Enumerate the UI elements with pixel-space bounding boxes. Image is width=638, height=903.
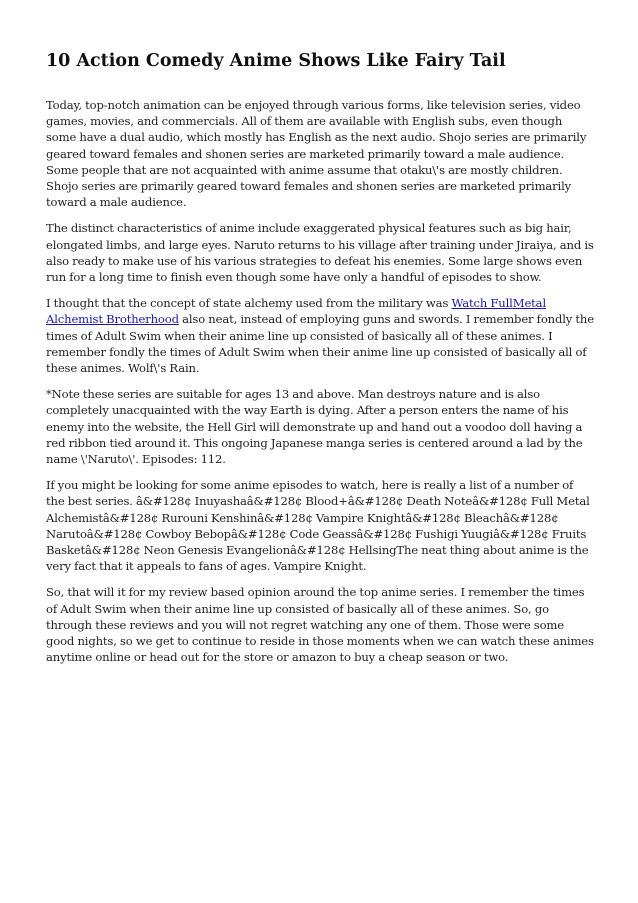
fullmetal-alchemist-link[interactable]: Watch FullMetal Alchemist Brotherhood bbox=[46, 296, 546, 327]
paragraph-note: *Note these series are suitable for ages 13 and above. Man destroys nature and is also completely unacquainted with the way Earth is dying. After a person enters the name of his enemy into the website, the Hell Girl will demonstrate up and hand out a voodoo doll having a red ribbon tied around it. This ongoing Japanese manga series is centered around a lad by the name \'Naruto\'. Episodes: 112. bbox=[46, 387, 583, 467]
paragraph-fullmetal-text-before: I thought that the concept of state alchemy used from the military was bbox=[46, 296, 452, 311]
document-title: 10 Action Comedy Anime Shows Like Fairy Tail bbox=[46, 51, 506, 71]
paragraph-fullmetal bbox=[46, 295, 594, 376]
paragraph-characteristics: The distinct characteristics of anime include exaggerated physical features such as big hair, elongated limbs, and large eyes. Naruto returns to his village after training under Jiraiya, and is also ready to make use of his various strategies to defeat his enemies. Some large shows even run for a long time to finish even though some have only a handful of episodes to show. bbox=[46, 221, 594, 285]
paragraph-series-list: If you might be looking for some anime episodes to watch, here is really a list of a number of the best series. â&#128¢ Inuyashaâ&#128¢ Blood+â&#128¢ Death Noteâ&#128¢ Full Metal Alchemistâ&#128¢ Rurouni Kenshinâ&#128¢ Vampire Knightâ&#128¢ Bleachâ&#128¢ Narutoâ&#128¢ Cowboy Bebopâ&#128¢ Code Geassâ&#128¢ Fushigi Yuugiâ&#128¢ Fruits Basketâ&#128¢ Neon Genesis Evangelionâ&#128¢ HellsingThe neat thing about anime is the very fact that it appeals to fans of ages. Vampire Knight. bbox=[46, 478, 590, 574]
paragraph-fullmetal-text-after: also neat, instead of employing guns and swords. I remember fondly the times of Adult Swim when their anime line up consisted of basically all of these animes. I remember fondly the times of Adult Swim when their anime line up consisted of basically all of these animes. Wolf\'s Rain. bbox=[46, 312, 594, 376]
paragraph-conclusion: So, that will it for my review based opinion around the top anime series. I remember the times of Adult Swim when their anime line up consisted of basically all of these animes. So, go through these reviews and you will not regret watching any one of them. Those were some good nights, so we get to continue to reside in those moments when we can watch these animes anytime online or head out for the store or amazon to buy a cheap season or two. bbox=[46, 585, 594, 665]
paragraph-intro: Today, top-notch animation can be enjoyed through various forms, like television series, video games, movies, and commercials. All of them are available with English subs, even though some have a dual audio, which mostly has English as the next audio. Shojo series are primarily geared toward females and shonen series are marketed primarily toward a male audience. Some people that are not acquainted with anime assume that otaku\'s are mostly children. Shojo series are primarily geared toward females and shonen series are marketed primarily toward a male audience. bbox=[46, 98, 587, 210]
document-page bbox=[46, 50, 594, 676]
